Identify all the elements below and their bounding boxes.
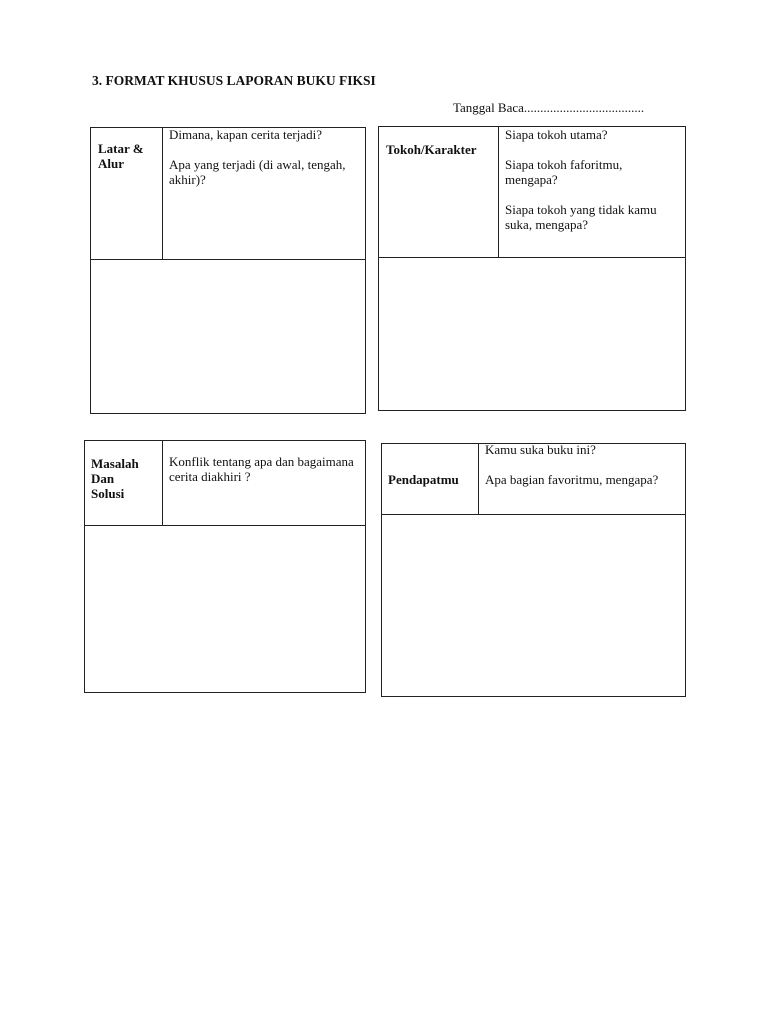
character-box xyxy=(378,126,686,411)
question: Konflik tentang apa dan bagaimana cerita diakhiri ? xyxy=(169,454,354,484)
section-label: Tokoh/Karakter xyxy=(386,142,477,157)
divider xyxy=(162,441,163,525)
question: Siapa tokoh utama? xyxy=(505,127,608,142)
answer-area[interactable] xyxy=(382,515,685,696)
answer-area[interactable] xyxy=(91,260,365,413)
answer-area[interactable] xyxy=(379,258,685,410)
question: Siapa tokoh faforitmu, mengapa? xyxy=(505,157,623,187)
section-questions xyxy=(485,442,675,502)
section-label: Masalah Dan Solusi xyxy=(91,456,139,501)
divider xyxy=(162,128,163,259)
question: Kamu suka buku ini? xyxy=(485,442,596,457)
divider xyxy=(498,127,499,257)
page-title: 3. FORMAT KHUSUS LAPORAN BUKU FIKSI xyxy=(92,73,376,88)
question: Apa yang terjadi (di awal, tengah, akhir)? xyxy=(169,157,346,187)
section-questions xyxy=(169,127,359,202)
problem-solution-box xyxy=(84,440,366,693)
section-label: Pendapatmu xyxy=(388,472,459,487)
question: Dimana, kapan cerita terjadi? xyxy=(169,127,323,142)
section-label: Latar & Alur xyxy=(98,141,144,171)
reading-date-field[interactable]: Tanggal Baca..................................... xyxy=(453,100,645,115)
opinion-box xyxy=(381,443,686,697)
question: Siapa tokoh yang tidak kamu suka, mengapa? xyxy=(505,202,657,232)
setting-plot-box xyxy=(90,127,366,414)
answer-area[interactable] xyxy=(85,526,365,692)
divider xyxy=(478,444,479,514)
section-questions xyxy=(169,454,359,499)
section-questions xyxy=(505,127,675,247)
question: Apa bagian favoritmu, mengapa? xyxy=(485,472,659,487)
